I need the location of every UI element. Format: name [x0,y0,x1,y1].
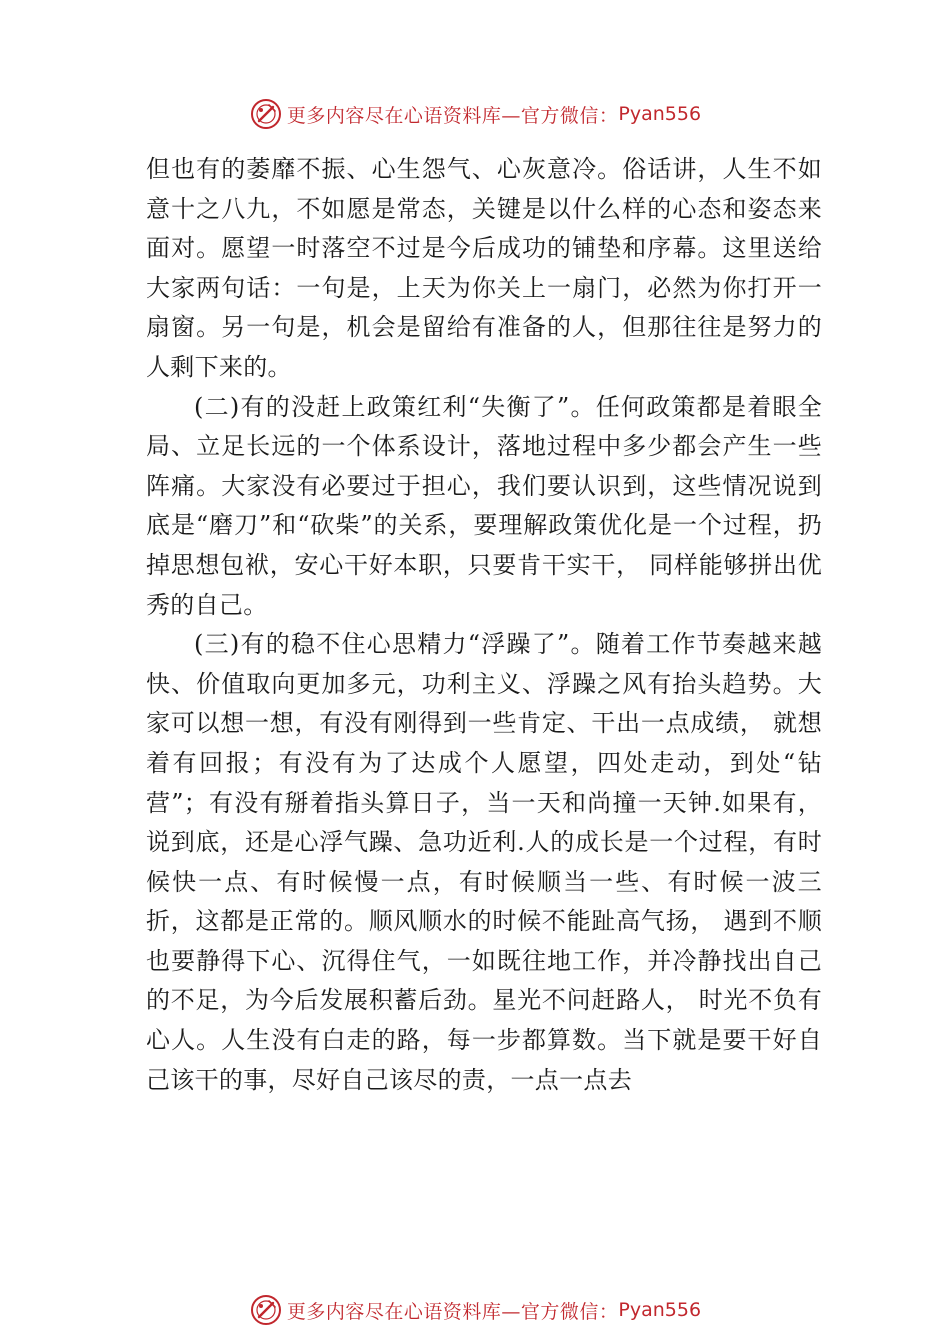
paragraph-3: (三)有的稳不住心思精力“浮躁了”。随着工作节奏越来越快、价值取向更加多元，功利主义、浮躁之风有抬头趋势。大家可以想一想，有没有刚得到一些肯定、干出一点成绩， 就想着有回报；有没有为了达成个人愿望，四处走动，到处“钻营”；有没有掰着指头算日子，当一天和尚撞一天钟.如果有，说到底，还是心浮气躁、急功近利.人的成长是一个过程，有时候快一点、有时候慢一点，有时候顺当一些、有时候一波三折，这都是正常的。顺风顺水的时候不能趾高气扬， 遇到不顺也要静得下心、沉得住气，一如既往地工作，并冷静找出自己的不足，为今后发展积蓄后劲。星光不问赶路人， 时光不负有心人。人生没有白走的路，每一步都算数。当下就是要干好自己该干的事，尽好自己该尽的责，一点一点去 [146,630,822,1094]
paragraph-2: (二)有的没赶上政策红利“失衡了”。任何政策都是着眼全局、立足长远的一个体系设计，落地过程中多少都会产生一些阵痛。大家没有必要过于担心，我们要认识到，这些情况说到底是“磨刀”和“砍柴”的关系，要理解政策优化是一个过程，扔掉思想包袱，安心干好本职，只要肯干实干， 同样能够拼出优秀的自己。 [146,392,822,619]
footer-banner-text: 更多内容尽在心语资料库—官方微信： [286,1300,619,1323]
header-banner [0,94,950,134]
seal-logo-icon [249,97,283,131]
document-body [146,150,822,1100]
footer-banner [0,1290,950,1330]
paragraph-1: 但也有的萎靡不振、心生怨气、心灰意冷。俗话讲，人生不如意十之八九，不如愿是常态，关键是以什么样的心态和姿态来面对。愿望一时落空不过是今后成功的铺垫和序幕。这里送给大家两句话：一句是，上天为你关上一扇门，必然为你打开一扇窗。另一句是，机会是留给有准备的人，但那往往是努力的人剩下来的。 [146,155,822,381]
seal-logo-icon [249,1293,283,1327]
header-banner-text: 更多内容尽在心语资料库—官方微信： [286,104,619,127]
header-banner-id: Pyan556 [618,103,702,125]
footer-banner-id: Pyan556 [618,1299,702,1321]
